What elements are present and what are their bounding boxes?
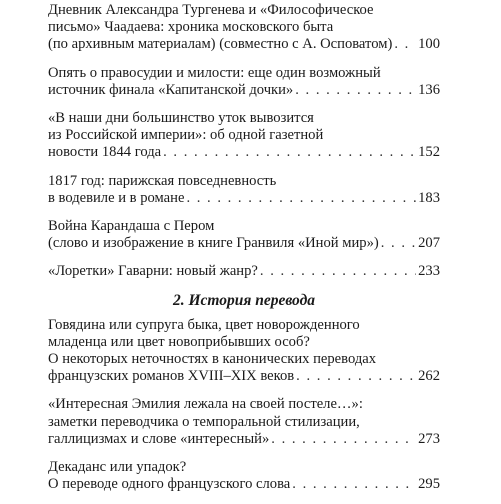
page-number: 233	[418, 263, 440, 280]
toc-entry	[48, 317, 440, 386]
page-number: 273	[418, 430, 440, 447]
entry-title-line: Декаданс или упадок?	[48, 459, 187, 476]
entry-title-line: Опять о правосудии и милости: еще один возможный	[48, 64, 381, 81]
dot-leader	[186, 190, 416, 207]
entry-title-line: (слово и изображение в книге Гранвиля «Иной мир»)	[48, 235, 379, 252]
entry-title-line: О переводе одного французского слова	[48, 476, 291, 493]
entry-title-line: Говядина или супруга быка, цвет новорожденного	[48, 316, 360, 333]
entry-title-line: Дневник Александра Тургенева и «Философическое	[48, 2, 374, 18]
toc-entry	[48, 2, 440, 54]
entry-title-line: «Интересная Эмилия лежала на своей постеле…»:	[48, 396, 363, 413]
page-number: 152	[418, 144, 440, 161]
toc-entry	[48, 218, 440, 252]
toc-entry	[48, 396, 440, 448]
page-number: 100	[418, 36, 440, 53]
dot-leader	[296, 368, 416, 385]
table-of-contents	[48, 2, 440, 504]
entry-title-line: источник финала «Капитанской дочки»	[48, 81, 294, 98]
toc-entry	[48, 173, 440, 207]
toc-entry	[48, 459, 440, 493]
entry-title-line: младенца или цвет новоприбывших особ?	[48, 333, 310, 350]
dot-leader	[292, 476, 416, 493]
entry-title-line: из Российской империи»: об одной газетной	[48, 127, 324, 144]
entry-title-line: французских романов XVIII–XIX веков	[48, 368, 295, 385]
dot-leader	[381, 235, 416, 252]
section-heading: 2. История перевода	[172, 291, 316, 309]
toc-entry	[48, 110, 440, 162]
page-number: 295	[418, 476, 440, 493]
page-number: 136	[418, 81, 440, 98]
entry-title-line: заметки переводчика о темпоральной стилизации,	[48, 413, 360, 430]
dot-leader	[394, 36, 416, 53]
entry-title-line: (по архивным материалам) (совместно с А. Осповатом)	[48, 36, 393, 53]
entry-title-line: письмо» Чаадаева: хроника московского быта	[48, 19, 334, 36]
page-number: 207	[418, 235, 440, 252]
entry-title-line: «Лоретки» Гаварни: новый жанр?	[48, 263, 258, 280]
dot-leader	[260, 263, 416, 280]
entry-title-line: новости 1844 года	[48, 144, 162, 161]
entry-title-line: в водевиле и в романе	[48, 189, 185, 206]
dot-leader	[163, 144, 416, 161]
page-number: 262	[418, 368, 440, 385]
entry-title-line: О некоторых неточностях в канонических переводах	[48, 351, 377, 368]
toc-entry	[48, 263, 440, 280]
entry-title-line: «В наши дни большинство уток вывозится	[48, 110, 314, 127]
entry-title-line: Война Карандаша с Пером	[48, 218, 215, 235]
entry-title-line: галлицизмах и слове «интересный»	[48, 430, 270, 447]
entry-title-line: 1817 год: парижская повседневность	[48, 172, 277, 189]
toc-entry	[48, 65, 440, 99]
dot-leader	[271, 431, 416, 448]
dot-leader	[295, 82, 416, 99]
page-number: 183	[418, 189, 440, 206]
